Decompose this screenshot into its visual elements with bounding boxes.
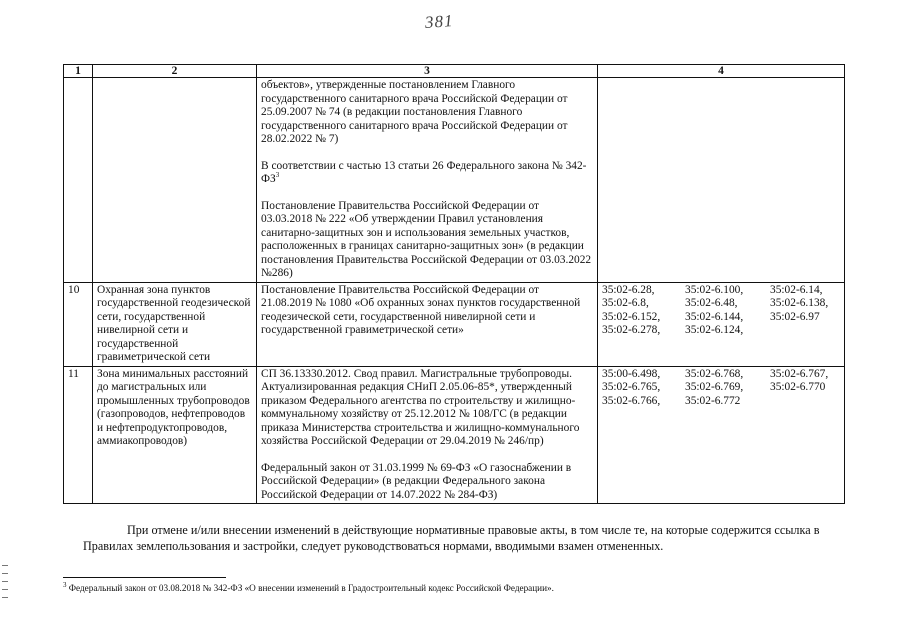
zone-code: 35:02-6.8, [602,297,649,309]
zones-table [63,64,845,504]
header-col-2: 2 [93,65,257,78]
footnote-marker: 3 [275,171,280,180]
zone-code: 35:02-6.765, [602,381,661,393]
basis-paragraph: Постановление Правительства Российской Федерации от 03.03.2018 № 222 «Об утверждении Правил установления санитарно-защитных зон и использования земельных участков, расположенных в границах санитарно-защитных зон» (в редакции постановления Правительства Российской Федерации от 03.03.2022 №286) [261,199,592,279]
cell-codes [598,282,845,366]
zone-code: 35:02-6.124, [685,324,744,336]
basis-paragraph: объектов», утвержденные постановлением Главного государственного санитарного врача Российской Федерации от 25.09.2007 № 74 (в редакции постановления Главного государственного санитарного врача Российской Федерации от 28.02.2022 № 7) [261,79,568,145]
amendment-note-line-2: Правилах землепользования и застройки, следует руководствоваться нормами, вводимыми взамен отмененных. [83,539,664,553]
zone-code: 35:02-6.28, [602,283,655,296]
header-col-4: 4 [598,65,845,78]
amendment-note-line-1: При отмене и/или внесении изменений в действующие нормативные правовые акты, в том числе те, на которые содержится ссылка в [127,523,820,537]
cell-num [64,78,93,283]
cell-codes [598,366,845,504]
footnote-text: Федеральный закон от 03.08.2018 № 342-ФЗ «О внесении изменений в Градостроительный кодекс Российской Федерации». [66,583,554,593]
zone-code: 35:02-6.768, [685,367,744,380]
zone-code: 35:02-6.48, [685,297,738,309]
cell-name: Охранная зона пунктов государственной геодезической сети, государственной нивелирной сети и государственной гравиметрической сети [93,282,257,366]
cell-basis [257,78,598,283]
zone-code: 35:02-6.14, [770,283,823,296]
footnote-separator [63,577,226,578]
zone-code: 35:02-6.97 [770,310,820,323]
table-row-continuation [64,78,845,283]
zone-code: 35:00-6.498, [602,367,661,380]
basis-paragraph: Федеральный закон от 31.03.1999 № 69-ФЗ «О газоснабжении в Российской Федерации» (в редакции Федерального закона Российской Федерации от 14.07.2022 № 284-ФЗ) [261,461,572,501]
cell-basis [257,366,598,504]
cell-name: Зона минимальных расстояний до магистральных или промышленных трубопроводов (газопроводов, нефтепроводов и нефтепродуктопроводов, аммиакопроводов) [93,366,257,504]
page-number: 381 [424,11,455,32]
zone-code: 35:02-6.772 [685,394,741,407]
basis-paragraph: Постановление Правительства Российской Федерации от 21.08.2019 № 1080 «Об охранных зонах пунктов государственной геодезической сети, государственной нивелирной сети и государственной гравиметрической сети» [261,283,581,336]
cell-codes [598,78,845,283]
basis-paragraph: В соответствии с частью 13 статьи 26 Федерального закона № $342-ФЗ^3$ [261,159,587,185]
zone-code: 35:02-6.770 [770,381,826,393]
cell-num: 11 [64,366,93,504]
zone-codes [602,284,840,338]
header-col-1: 1 [64,65,93,78]
footnote [63,580,554,593]
zone-code: 35:02-6.278, [602,324,661,336]
table-row-10 [64,282,845,366]
cell-basis [257,282,598,366]
zone-codes [602,368,840,409]
amendment-note [83,522,845,554]
footnote-marker: 3 [63,580,67,589]
zone-code: 35:02-6.138, [770,297,829,309]
zone-code: 35:02-6.767, [770,367,829,380]
zone-code: 35:02-6.144, [685,310,744,323]
basis-paragraph: СП 36.13330.2012. Свод правил. Магистральные трубопроводы. Актуализированная редакция СНиП 2.05.06-85*, утвержденный приказом Федерального агентства по строительству и жилищно-коммунальному хозяйству от 25.12.2012 № 108/ГС (в редакции приказа Министерства строительства и жилищно-коммунального хозяйства Российской Федерации от 29.04.2019 № 246/пр) [261,367,580,447]
cell-num: 10 [64,282,93,366]
zone-code: 35:02-6.769, [685,381,744,393]
cell-name [93,78,257,283]
header-col-3: 3 [257,65,598,78]
zone-code: 35:02-6.152, [602,310,661,323]
margin-scan-marks [2,565,8,605]
table-header-row [64,65,845,78]
zone-code: 35:02-6.100, [685,283,744,296]
zone-code: 35:02-6.766, [602,394,661,407]
table-row-11 [64,366,845,504]
